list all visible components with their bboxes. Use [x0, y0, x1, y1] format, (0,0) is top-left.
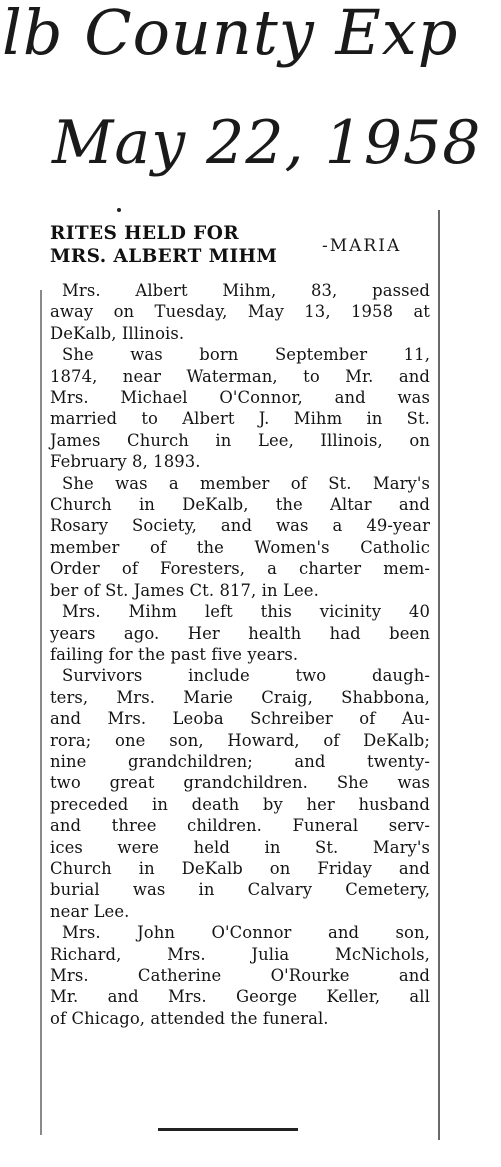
article-line: failing for the past five years.: [50, 644, 299, 664]
article-line: Rosary Society, and was a 49-year: [50, 516, 430, 536]
article-line: She was a member of St. Mary's: [62, 473, 430, 493]
article-line: Richard, Mrs. Julia McNichols,: [50, 944, 430, 964]
article-line: Mrs. Michael O'Connor, and was: [50, 388, 430, 408]
article-line: DeKalb, Illinois.: [50, 323, 185, 343]
article-line: Mrs. Mihm left this vicinity 40: [62, 602, 430, 622]
article-line: years ago. Her health had been: [50, 623, 430, 643]
article-line: Mrs. John O'Connor and son,: [62, 923, 430, 943]
article-line: 1874, near Waterman, to Mr. and: [50, 366, 430, 386]
left-edge-rule: [40, 290, 42, 1135]
article-line: near Lee.: [50, 901, 130, 921]
article-line: two great grandchildren. She was: [50, 773, 430, 793]
article-line: and three children. Funeral serv-: [50, 816, 430, 836]
article-line: February 8, 1893.: [50, 452, 201, 472]
article-line: nine grandchildren; and twenty-: [50, 751, 430, 771]
article-line: member of the Women's Catholic: [50, 537, 430, 557]
article-line: Mrs. Catherine O'Rourke and: [50, 966, 430, 985]
headline-line: RITES HELD FOR: [50, 223, 239, 244]
article-line: and Mrs. Leoba Schreiber of Au-: [50, 709, 430, 729]
obituary-clipping: [50, 222, 430, 1029]
article-line: ices were held in St. Mary's: [50, 837, 430, 857]
article-line: Church in DeKalb, the Altar and: [50, 495, 430, 515]
clipping-speck: [117, 208, 121, 212]
article-body: [50, 280, 430, 1029]
headline-line: MRS. ALBERT MIHM: [50, 246, 278, 267]
handwritten-newspaper-name: lb County Exp: [2, 0, 459, 69]
article-line: She was born September 11,: [62, 345, 430, 365]
right-edge-rule: [438, 210, 440, 1140]
article-line: of Chicago, attended the funeral.: [50, 1008, 329, 1028]
end-of-article-rule: [158, 1128, 298, 1131]
article-line: burial was in Calvary Cemetery,: [50, 880, 430, 900]
article-line: rora; one son, Howard, of DeKalb;: [50, 730, 430, 750]
article-line: ters, Mrs. Marie Craig, Shabbona,: [50, 687, 430, 707]
handwritten-margin-note: -MARIA: [322, 236, 402, 256]
article-line: married to Albert J. Mihm in St.: [50, 409, 430, 429]
article-line: away on Tuesday, May 13, 1958 at: [50, 302, 430, 322]
article-line: preceded in death by her husband: [50, 794, 430, 814]
article-line: Order of Foresters, a charter mem-: [50, 559, 430, 579]
article-line: James Church in Lee, Illinois, on: [50, 430, 430, 450]
article-line: Mr. and Mrs. George Keller, all: [50, 987, 430, 1007]
article-line: Church in DeKalb on Friday and: [50, 858, 430, 878]
article-line: Survivors include two daugh-: [62, 666, 430, 686]
article-line: ber of St. James Ct. 817, in Lee.: [50, 580, 319, 600]
article-line: Mrs. Albert Mihm, 83, passed: [62, 281, 430, 300]
handwritten-date: May 22, 1958: [52, 108, 482, 178]
